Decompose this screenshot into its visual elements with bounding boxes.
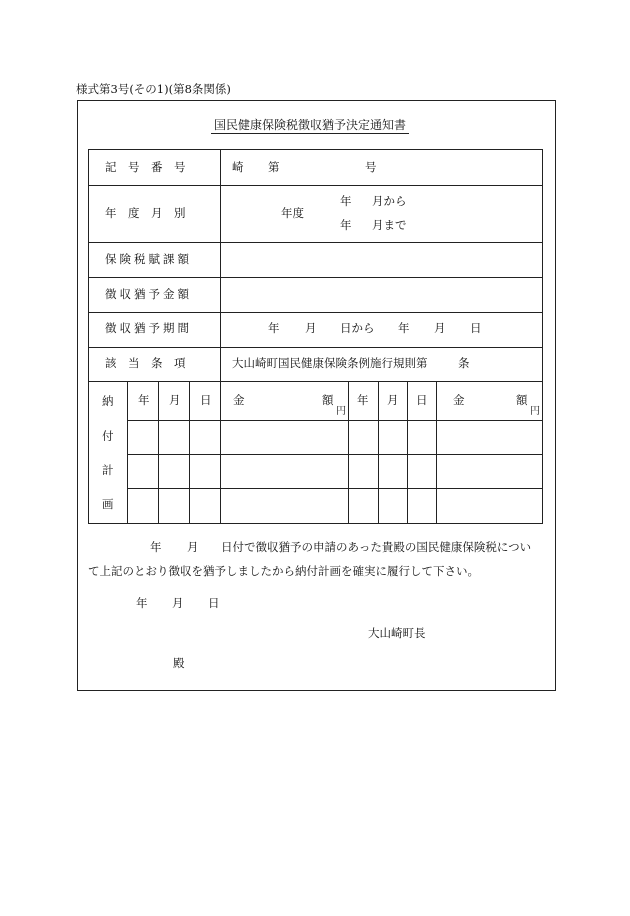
deferral-period-month1: 月 [305, 321, 317, 335]
form-number-label: 様式第3号(その1)(第8条関係) [76, 82, 231, 96]
notice-year: 年 [150, 540, 162, 554]
issue-date-month: 月 [172, 596, 184, 610]
applicable-article-label: 該 当 条 項 [105, 356, 186, 370]
notice-line2-text: て上記のとおり徴収を猶予しましたから納付計画を確実に履行して下さい。 [88, 564, 479, 578]
plan-header-month-2: 月 [387, 393, 399, 407]
plan-header-month: 月 [169, 393, 181, 407]
plan-header-day: 日 [200, 393, 212, 407]
document-title: 国民健康保険税徴収猶予決定通知書 [211, 119, 409, 134]
addressee-suffix: 殿 [173, 656, 185, 670]
fiscal-year-to-year: 年 [340, 218, 352, 232]
plan-header-kin-2: 金 [453, 393, 465, 407]
deferral-period-label: 徴収猶予期間 [105, 321, 192, 335]
deferral-period-day1: 日から [340, 321, 375, 335]
issue-date-year: 年 [136, 596, 148, 610]
record-number-dai: 第 [268, 160, 280, 174]
record-number-go: 号 [365, 160, 377, 174]
deferral-period-year2: 年 [398, 321, 410, 335]
plan-header-day-2: 日 [416, 393, 428, 407]
fiscal-year-to-month: 月まで [372, 218, 407, 232]
plan-header-kin: 金 [233, 393, 245, 407]
notice-line1-text: 日付で徴収猶予の申請のあった貴殿の国民健康保険税につい [221, 540, 532, 554]
applicable-article-text: 大山崎町国民健康保険条例施行規則第 [232, 356, 428, 370]
plan-header-gaku-2: 額 [516, 393, 528, 407]
deferral-period-month2: 月 [434, 321, 446, 335]
fiscal-year-label: 年 度 月 別 [105, 206, 186, 220]
plan-header-year: 年 [138, 393, 150, 407]
fiscal-year-nendo: 年度 [281, 206, 304, 220]
payment-plan-char-3: 計 [102, 463, 114, 477]
issue-date-day: 日 [208, 596, 220, 610]
plan-header-gaku: 額 [322, 393, 334, 407]
deferral-period-day2: 日 [470, 321, 482, 335]
deferral-period-year1: 年 [268, 321, 280, 335]
tax-amount-label: 保険税賦課額 [105, 252, 192, 266]
issuer-name: 大山崎町長 [368, 626, 426, 640]
notice-month: 月 [187, 540, 199, 554]
plan-header-year-2: 年 [357, 393, 369, 407]
record-number-prefix: 崎 [232, 160, 244, 174]
applicable-article-jou: 条 [458, 356, 470, 370]
payment-plan-char-2: 付 [102, 429, 114, 443]
plan-header-yen: 円 [336, 406, 346, 417]
fiscal-year-from-year: 年 [340, 194, 352, 208]
payment-plan-char-1: 納 [102, 394, 114, 408]
fiscal-year-from-month: 月から [372, 194, 407, 208]
payment-plan-char-4: 画 [102, 497, 114, 511]
record-number-label: 記 号 番 号 [105, 160, 186, 174]
deferral-amount-label: 徴収猶予金額 [105, 287, 192, 301]
plan-header-yen-2: 円 [530, 406, 540, 417]
